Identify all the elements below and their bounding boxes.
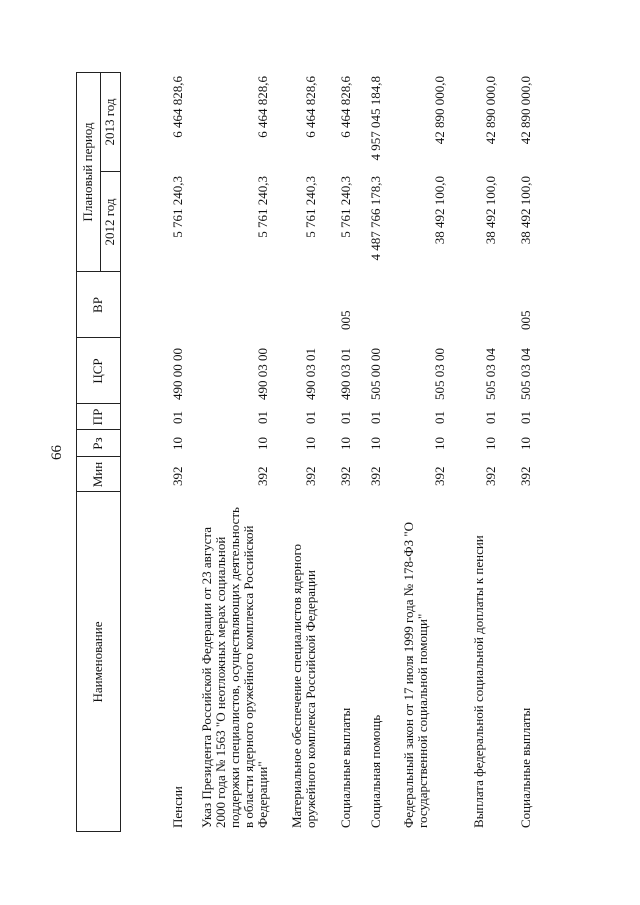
header-year-2012: 2012 год	[102, 198, 117, 246]
row-pr: 01	[338, 411, 353, 424]
row-rz: 10	[338, 437, 353, 450]
row-name: Социальные выплаты	[518, 707, 533, 828]
header-pr: ПР	[90, 408, 105, 426]
row-value-2013: 6 464 828,6	[255, 76, 270, 138]
row-min: 392	[255, 466, 270, 486]
row-pr: 01	[432, 411, 447, 424]
row-pr: 01	[483, 411, 498, 424]
row-vr: 005	[338, 310, 353, 330]
table-top-border	[76, 72, 77, 832]
row-min: 392	[432, 466, 447, 486]
header-bottom-border	[120, 72, 121, 832]
row-pr: 01	[170, 411, 185, 424]
row-value-2012: 5 761 240,3	[255, 176, 270, 238]
row-csr: 490 00 00	[170, 348, 185, 400]
row-min: 392	[303, 466, 318, 486]
row-csr: 505 03 04	[518, 348, 533, 400]
row-min: 392	[338, 466, 353, 486]
row-value-2013: 6 464 828,6	[170, 76, 185, 138]
row-value-2012: 5 761 240,3	[170, 176, 185, 238]
row-csr: 505 03 00	[432, 348, 447, 400]
row-min: 392	[368, 466, 383, 486]
row-value-2012: 5 761 240,3	[303, 176, 318, 238]
row-pr: 01	[255, 411, 270, 424]
row-csr: 490 03 00	[255, 348, 270, 400]
row-name: Социальная помощь	[368, 714, 383, 828]
row-pr: 01	[518, 411, 533, 424]
row-min: 392	[518, 466, 533, 486]
header-vr: ВР	[90, 297, 105, 313]
row-value-2012: 38 492 100,0	[483, 176, 498, 245]
row-csr: 490 03 01	[303, 348, 318, 400]
rotated-budget-table	[76, 72, 556, 832]
row-csr: 490 03 01	[338, 348, 353, 400]
row-pr: 01	[368, 411, 383, 424]
row-name: Социальные выплаты	[338, 707, 353, 828]
row-value-2012: 5 761 240,3	[338, 176, 353, 238]
row-pr: 01	[303, 411, 318, 424]
row-min: 392	[483, 466, 498, 486]
budget-table	[76, 72, 556, 832]
row-name: Материальное обеспечение специалистов ядерного оружейного комплекса Российской Федерации	[289, 543, 318, 828]
header-min: Мин	[90, 461, 105, 488]
row-name: Федеральный закон от 17 июля 1999 года № 178-ФЗ "О государственной социальной помощи"	[401, 521, 430, 828]
row-value-2012: 4 487 766 178,3	[368, 176, 383, 261]
header-csr: ЦСР	[90, 358, 105, 384]
row-rz: 10	[432, 437, 447, 450]
row-value-2012: 38 492 100,0	[432, 176, 447, 245]
row-value-2013: 42 890 000,0	[518, 76, 533, 145]
page-number: 66	[49, 445, 65, 460]
row-value-2013: 42 890 000,0	[483, 76, 498, 145]
row-csr: 505 00 00	[368, 348, 383, 400]
row-vr: 005	[518, 310, 533, 330]
header-rz: Рз	[90, 437, 105, 450]
planned-period-divider	[100, 72, 101, 272]
row-value-2013: 6 464 828,6	[338, 76, 353, 138]
row-value-2013: 4 957 045 184,8	[368, 76, 383, 161]
row-min: 392	[170, 466, 185, 486]
row-value-2013: 6 464 828,6	[303, 76, 318, 138]
row-csr: 505 03 04	[483, 348, 498, 400]
row-name: Выплата федеральной социальной доплаты к пенсии	[471, 535, 486, 828]
row-value-2012: 38 492 100,0	[518, 176, 533, 245]
row-name: Указ Президента Российской Федерации от 23 августа 2000 года № 1563 "О неотложных мерах социальной поддержки специалистов, осуществляющих деятельность в области ядерного оружейного комплекса Российской Федерации"	[199, 507, 270, 828]
header-name: Наименование	[90, 621, 105, 703]
header-year-2013: 2013 год	[102, 98, 117, 146]
row-rz: 10	[170, 437, 185, 450]
row-rz: 10	[368, 437, 383, 450]
row-rz: 10	[483, 437, 498, 450]
row-rz: 10	[518, 437, 533, 450]
header-planned-period: Плановый период	[80, 122, 95, 222]
row-rz: 10	[303, 437, 318, 450]
row-rz: 10	[255, 437, 270, 450]
row-value-2013: 42 890 000,0	[432, 76, 447, 145]
row-name: Пенсии	[170, 786, 185, 828]
